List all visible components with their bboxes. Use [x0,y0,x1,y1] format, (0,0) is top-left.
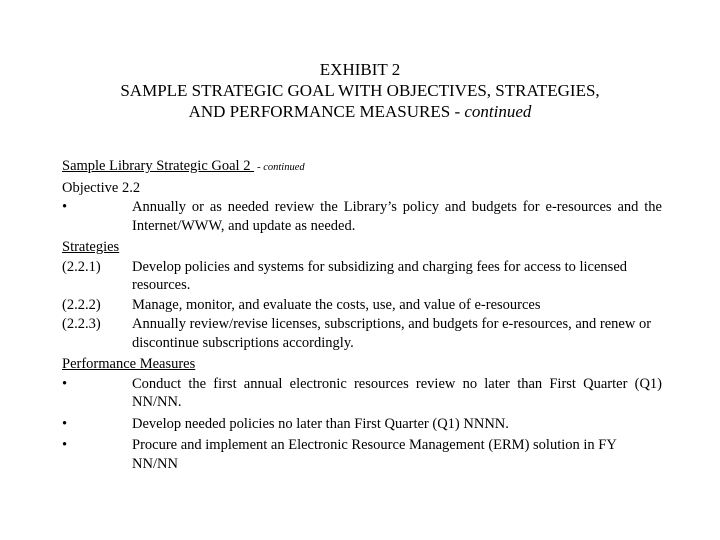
performance-measure-item [62,375,662,412]
strategy-text: Manage, monitor, and evaluate the costs, use, and value of e-resources [132,296,541,313]
bullet-marker: • [62,199,68,215]
strategy-number: (2.2.2) [62,296,101,313]
strategies-heading: Strategies [62,239,120,255]
strategy-number: (2.2.1) [62,258,101,275]
strategy-item [62,315,662,352]
performance-measure-text: Conduct the first annual electronic resources review no later than First Quarter (Q1) NN/NN. [132,375,662,410]
goal-continued-suffix: - continued [257,162,305,173]
strategy-text: Annually review/revise licenses, subscriptions, and budgets for e-resources, and renew or discontinue subscriptions accordingly. [132,316,652,351]
exhibit-title [0,59,720,122]
performance-measure-text: Procure and implement an Electronic Resource Management (ERM) solution in FY NN/NN [132,437,617,472]
exhibit-number: EXHIBIT 2 [319,60,401,79]
strategy-item [62,296,662,315]
goal-label: Sample Library Strategic Goal 2 [62,158,255,174]
bullet-marker: • [62,437,68,453]
bullet-marker: • [62,375,68,392]
strategy-item [62,258,662,295]
performance-measure-text: Develop needed policies no later than First Quarter (Q1) NNNN. [132,415,509,432]
strategy-number: (2.2.3) [62,316,101,332]
goal-heading [62,157,662,178]
objective-item [62,198,662,235]
exhibit-title-continued: continued [464,102,532,121]
performance-measure-item [62,436,662,473]
exhibit-title-line-1: SAMPLE STRATEGIC GOAL WITH OBJECTIVES, STRATEGIES, [120,81,600,100]
bullet-marker: • [62,415,68,432]
objective-item-text: Annually or as needed review the Library’s policy and budgets for e-resources and the Internet/WWW, and update as needed. [132,199,662,234]
exhibit-title-line-2-main: AND PERFORMANCE MEASURES - [188,102,465,121]
exhibit-title-line-2 [0,101,720,122]
performance-measure-item [62,415,662,434]
exhibit-body [62,157,662,474]
objective-heading: Objective 2.2 [62,179,141,196]
strategy-text: Develop policies and systems for subsidizing and charging fees for access to licensed resources. [132,258,628,293]
performance-measures-heading: Performance Measures [62,356,196,372]
